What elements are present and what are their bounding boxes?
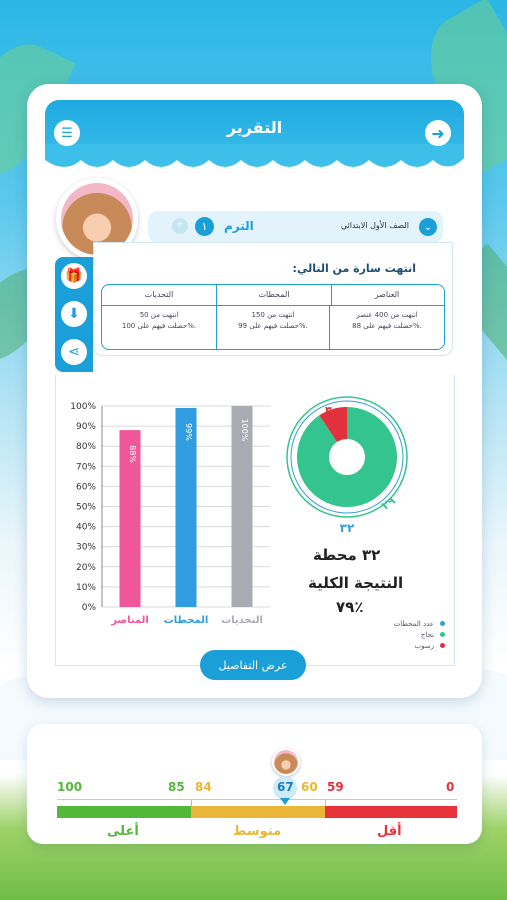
band-label-mid: متوسط — [233, 824, 282, 839]
slice-label-fail: ٣ — [325, 404, 332, 417]
term-label: الترم — [224, 219, 254, 233]
legend-item: رسوب — [394, 641, 445, 652]
bar-value-label: 99% — [184, 423, 193, 441]
scale-tick-0: 0 — [446, 780, 455, 794]
menu-icon: ☰ — [61, 125, 73, 141]
chevron-down-icon: ⌄ — [423, 221, 433, 233]
grade-label: الصف الأول الابتدائي — [340, 221, 409, 230]
term-1-button[interactable]: ١ — [195, 217, 214, 236]
donut-chart — [280, 392, 415, 537]
band-label-high: أعلى — [107, 824, 139, 839]
side-actions — [55, 257, 93, 372]
overall-label: النتيجة الكلية — [308, 574, 404, 592]
y-tick-label: 0% — [81, 603, 96, 613]
y-tick-label: 80% — [75, 442, 96, 453]
stations-count: ٣٢ محطة — [313, 546, 381, 564]
scale-avatar — [272, 748, 300, 776]
y-tick-label: 90% — [75, 422, 96, 433]
y-tick-label: 70% — [75, 462, 96, 473]
x-tick-label: المحطات — [163, 615, 209, 626]
x-tick-label: المناصر — [111, 615, 149, 626]
y-tick-label: 100% — [70, 402, 96, 412]
score-scale-card — [27, 724, 482, 844]
term-bar — [148, 211, 443, 243]
summary-heading: انتهت سارة من التالي: — [292, 262, 416, 275]
summary-cell: انتهت من 150 حصلت فيهم على 99%. — [216, 306, 330, 349]
scale-tick-85: 85 — [168, 780, 185, 794]
share-button[interactable] — [61, 339, 87, 365]
legend-item: عدد المحطات — [394, 619, 445, 630]
arrow-right-icon: ➜ — [431, 123, 445, 143]
donut-total-label: ٣٢ — [339, 521, 355, 535]
scale-divider — [191, 800, 192, 806]
x-tick-label: التحديات — [221, 615, 263, 626]
bar-value-label: 100% — [240, 418, 249, 442]
legend-item: نجاح — [394, 630, 445, 641]
scale-baseline — [57, 799, 457, 800]
scale-band-mid — [191, 806, 325, 818]
scale-marker-value: 67 — [277, 780, 294, 794]
grade-dropdown-button[interactable] — [419, 218, 437, 236]
summary-cell: انتهت من 400 عنصر حصلت فيهم على 88%. — [352, 311, 422, 330]
donut-slice — [297, 407, 397, 507]
column-header-elements: العناصر — [330, 285, 444, 306]
view-details-button[interactable]: عرض التفاصيل — [200, 650, 306, 680]
overall-value: ٧٩٪ — [336, 598, 364, 616]
column-header-stations: المحطات — [216, 285, 332, 306]
download-button[interactable] — [61, 301, 87, 327]
scale-tick-60: 60 — [301, 780, 318, 794]
y-tick-label: 50% — [75, 502, 96, 513]
header-clouds — [45, 144, 464, 184]
gift-icon: 🎁 — [65, 268, 83, 284]
summary-table — [101, 284, 445, 350]
term-2-button[interactable]: ٢ — [172, 218, 188, 234]
y-tick-label: 30% — [75, 542, 96, 553]
y-tick-label: 40% — [75, 522, 96, 533]
page-title: التقرير — [226, 118, 283, 137]
scale-tick-59: 59 — [327, 780, 344, 794]
y-tick-label: 10% — [75, 582, 96, 593]
column-header-challenges: التحديات — [102, 285, 216, 306]
summary-cell: انتهت من 50 حصلت فيهم على 100%. — [121, 311, 197, 330]
gift-button[interactable] — [61, 263, 87, 289]
scale-divider — [325, 800, 326, 806]
bar-chart — [60, 392, 275, 632]
scale-tick-84: 84 — [195, 780, 212, 794]
scale-band-low — [325, 806, 457, 818]
slice-label-pass: ٢٩ — [379, 494, 398, 513]
download-icon: ⬇ — [68, 306, 80, 322]
scale-pointer — [280, 798, 290, 805]
scale-band-high — [57, 806, 191, 818]
band-label-low: أقل — [377, 824, 402, 839]
y-tick-label: 60% — [75, 482, 96, 493]
scale-tick-100: 100 — [57, 780, 83, 794]
share-icon: ⋖ — [68, 344, 80, 360]
legend — [394, 619, 445, 652]
forward-button[interactable] — [425, 120, 451, 146]
y-tick-label: 20% — [75, 562, 96, 573]
bar-value-label: 88% — [128, 445, 137, 464]
